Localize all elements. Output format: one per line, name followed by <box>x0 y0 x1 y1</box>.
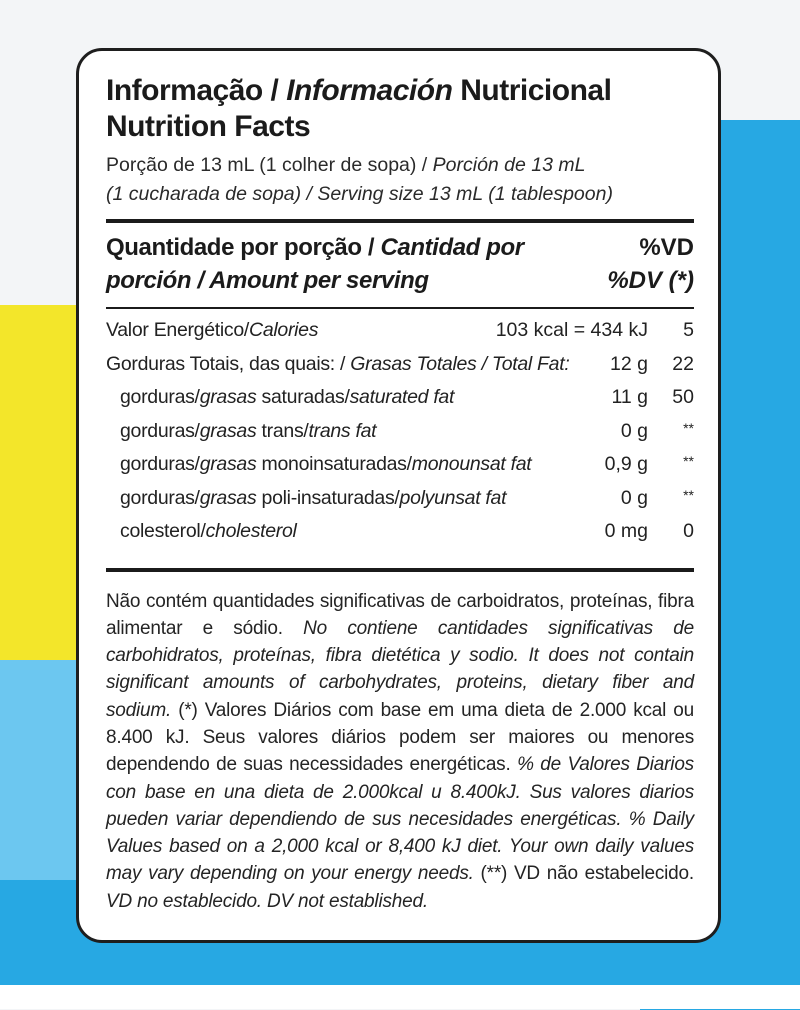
nutrient-amount: 0 g <box>620 419 648 442</box>
nutrient-label: Valor Energético/Calories <box>106 319 319 341</box>
table-row <box>106 386 694 420</box>
nutrient-amount: 0,9 g <box>604 453 648 475</box>
nutrient-dv: ** <box>683 486 694 503</box>
footnote-en3: DV not established. <box>266 890 428 912</box>
footnote-es2: % de Valores Diarios con base en una dieta de 2.000kcal u 8.400kJ. Sus valores diarios pueden variar dependiendo de sus necesidades energéticas. <box>106 754 694 830</box>
nutrient-amount: 0 g <box>620 486 648 509</box>
serving-es-b: (1 cucharada de sopa) / <box>106 183 312 205</box>
background-bottom-strip <box>0 985 800 1009</box>
table-row <box>106 420 694 454</box>
nutrition-facts-panel <box>76 48 721 943</box>
nutrient-label: gorduras/grasas trans/trans fat <box>120 419 377 442</box>
amount-es-a: Cantidad por <box>380 234 524 261</box>
nutrient-amount: 12 g <box>610 352 648 375</box>
nutrient-amount: 103 kcal = 434 kJ <box>495 319 648 341</box>
nutrient-amount: 0 mg <box>604 520 648 542</box>
table-header <box>106 223 694 307</box>
footnote-en2: % Daily Values based on a 2,000 kcal or 8,400 kJ diet. Your own daily values may vary depending on your energy needs. <box>106 808 694 885</box>
table-row <box>106 487 694 521</box>
title-es: Información <box>286 74 453 107</box>
footnote-es3: VD no establecido. <box>106 890 262 912</box>
serving-size <box>106 151 694 209</box>
dv-es-en: %DV (*) <box>607 267 694 294</box>
serving-es-a: Porción de 13 mL <box>432 154 586 176</box>
title-suffix: Nutricional <box>460 74 612 107</box>
title-pt: Informação / <box>106 74 279 107</box>
footnote-en1: It does not contain significant amounts of carbohydrates, proteins, dietary fiber and sodium. <box>106 645 694 721</box>
title-en: Nutrition Facts <box>106 110 311 143</box>
nutrient-dv: ** <box>683 453 694 469</box>
footnote-text <box>106 572 694 916</box>
footnote-pt3: (**) VD não estabelecido. <box>480 863 694 885</box>
nutrient-rows <box>106 309 694 568</box>
nutrient-dv: 5 <box>683 319 694 341</box>
table-row <box>106 453 694 487</box>
nutrient-amount: 11 g <box>611 386 648 408</box>
amount-pt: Quantidade por porção / <box>106 234 375 261</box>
table-row <box>106 520 694 554</box>
table-row <box>106 319 694 353</box>
nutrient-dv: 0 <box>683 520 694 542</box>
nutrient-dv: 22 <box>672 352 694 375</box>
nutrient-label: Gorduras Totais, das quais: / Grasas Totales / Total Fat: <box>106 352 570 375</box>
nutrient-label: colesterol/cholesterol <box>120 520 297 542</box>
nutrient-label: gorduras/grasas monoinsaturadas/monounsat fat <box>120 453 532 475</box>
amount-es-b: porción <box>106 267 192 294</box>
serving-en: Serving size 13 mL (1 tablespoon) <box>317 183 613 205</box>
amount-per-serving-header <box>106 231 524 297</box>
nutrient-dv: 50 <box>672 386 694 408</box>
dv-pt: %VD <box>639 234 694 261</box>
nutrient-dv: ** <box>683 419 694 436</box>
footnote-es1: No contiene cantidades significativas de carbohidratos, proteínas, fibra dietética y sodio. <box>106 617 694 667</box>
table-row <box>106 353 694 387</box>
serving-pt: Porção de 13 mL (1 colher de sopa) / <box>106 154 428 176</box>
nutrient-label: gorduras/grasas poli-insaturadas/polyunsat fat <box>120 486 507 509</box>
footnote-pt2: (*) Valores Diários com base em uma dieta de 2.000 kcal ou 8.400 kJ. Seus valores diários podem ser maiores ou menores dependendo de suas necessidades energéticas. <box>106 699 694 776</box>
nutrient-label: gorduras/grasas saturadas/saturated fat <box>120 386 455 408</box>
amount-en: / Amount per serving <box>197 267 429 294</box>
panel-title <box>106 73 694 145</box>
daily-value-header <box>607 231 694 297</box>
footnote-pt1: Não contém quantidades significativas de carboidratos, proteínas, fibra alimentar e sódio. <box>106 590 694 639</box>
